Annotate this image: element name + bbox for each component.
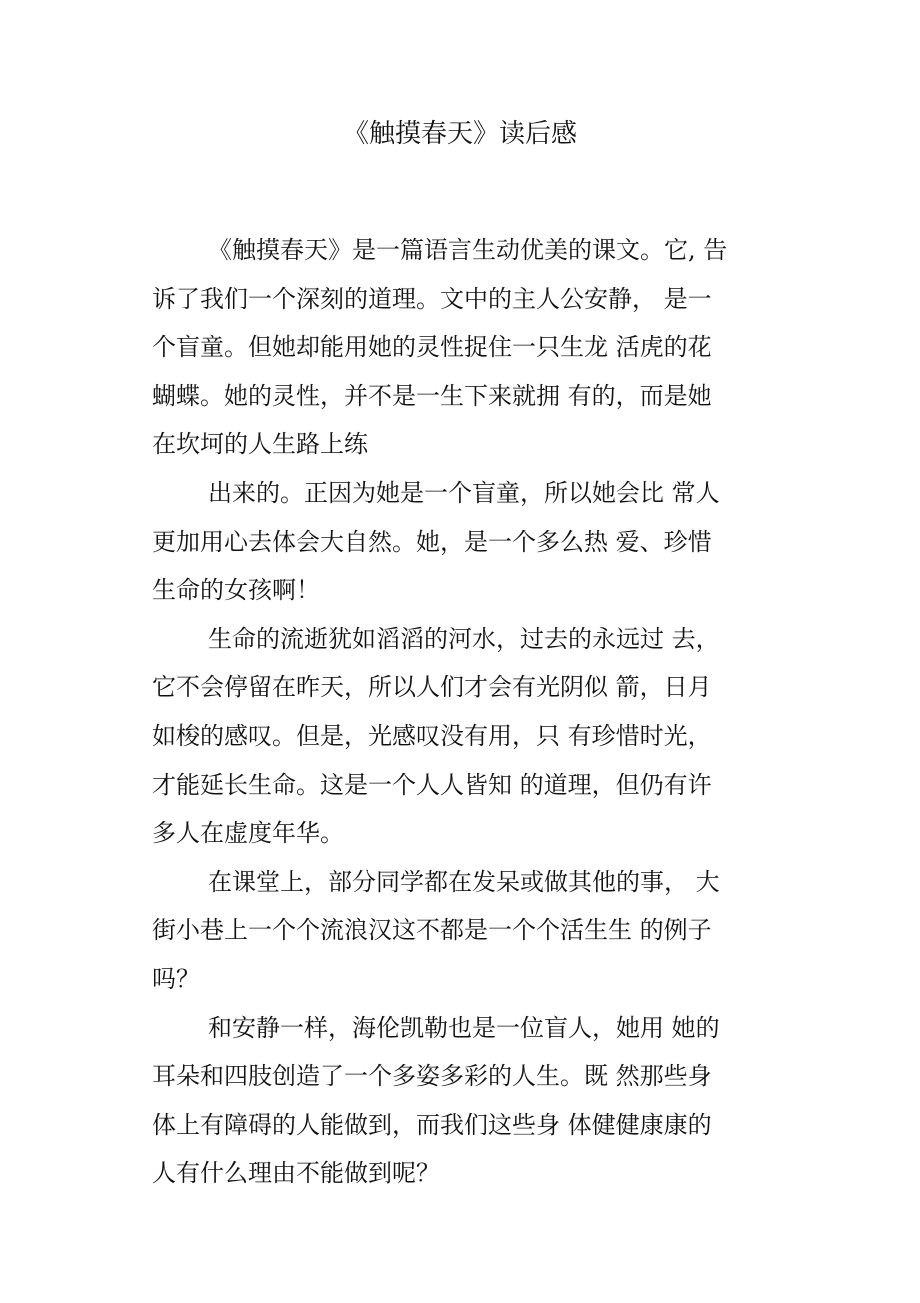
paragraph-line: 在坎坷的人生路上练 bbox=[152, 430, 368, 459]
paragraph-5 bbox=[152, 1008, 752, 1202]
paragraph-line: 和安静一样，海伦凯勒也是一位盲人，她用 她的 bbox=[208, 1013, 720, 1042]
paragraph-line: 个盲童。但她却能用她的灵性捉住一只生龙 活虎的花 bbox=[152, 333, 712, 362]
paragraph-line: 耳朵和四肢创造了一个多姿多彩的人生。既 然那些身 bbox=[152, 1062, 712, 1091]
paragraph-line: 才能延长生命。这是一个人人皆知 的道理，但仍有许 bbox=[152, 770, 712, 799]
paragraph-line: 多人在虚度年华。 bbox=[152, 819, 344, 848]
paragraph-4 bbox=[152, 862, 752, 1008]
document-body bbox=[152, 230, 752, 1202]
paragraph-line: 吗？ bbox=[152, 964, 200, 993]
paragraph-line: 出来的。正因为她是一个盲童，所以她会比 常人 bbox=[208, 478, 720, 507]
paragraph-2 bbox=[152, 473, 752, 619]
paragraph-line: 《触摸春天》是一篇语言生动优美的课文。它, 告 bbox=[208, 236, 728, 264]
paragraph-line: 生命的流逝犹如滔滔的河水，过去的永远过 去， bbox=[208, 624, 720, 653]
paragraph-line: 体上有障碍的人能做到，而我们这些身 体健健康康的 bbox=[152, 1110, 712, 1139]
paragraph-line: 人有什么理由不能做到呢？ bbox=[152, 1159, 440, 1188]
paragraph-line: 如梭的感叹。但是，光感叹没有用，只 有珍惜时光， bbox=[152, 721, 712, 750]
paragraph-1 bbox=[152, 230, 752, 473]
paragraph-line: 它不会停留在昨天，所以人们才会有光阴似 箭，日月 bbox=[152, 673, 712, 702]
paragraph-line: 蝴蝶。她的灵性，并不是一生下来就拥 有的，而是她 bbox=[152, 381, 712, 410]
document-title: 《触摸春天》读后感 bbox=[342, 119, 577, 149]
paragraph-line: 生命的女孩啊！ bbox=[152, 576, 320, 605]
paragraph-line: 更加用心去体会大自然。她，是一个多么热 爱、珍惜 bbox=[152, 527, 712, 556]
paragraph-line: 诉了我们一个深刻的道理。文中的主人公安静， 是一 bbox=[152, 284, 712, 313]
paragraph-line: 街小巷上一个个流浪汉这不都是一个个活生生 的例子 bbox=[152, 916, 712, 945]
paragraph-3 bbox=[152, 619, 752, 862]
paragraph-line: 在课堂上，部分同学都在发呆或做其他的事， 大 bbox=[208, 867, 720, 896]
